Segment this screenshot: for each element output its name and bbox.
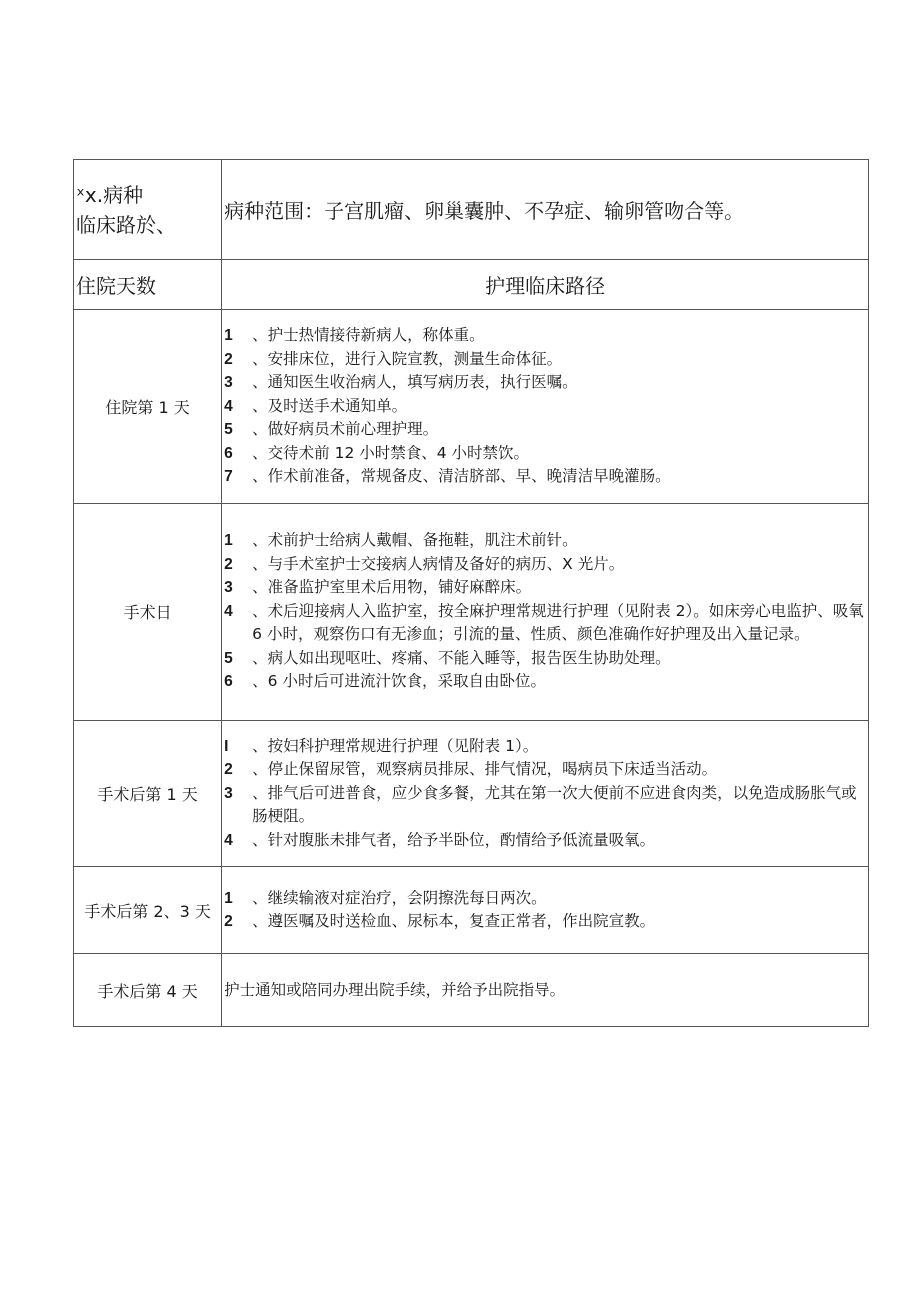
list-item (224, 887, 866, 911)
step-number: 3 (224, 579, 233, 597)
list-item (224, 576, 866, 600)
column-header-row (74, 260, 869, 310)
table-row (74, 310, 869, 504)
step-number: 2 (224, 555, 233, 573)
list-item (224, 348, 866, 372)
step-number: 4 (224, 602, 233, 620)
step-number: 3 (224, 784, 233, 802)
day-label: 手术后第 2、3 天 (74, 867, 222, 954)
list-item (224, 324, 866, 348)
nursing-pathway-table (73, 159, 869, 1027)
table-row (74, 867, 869, 954)
steps-cell (222, 503, 869, 720)
discharge-instruction: 护士通知或陪同办理出院手续，并给予出院指导。 (222, 954, 869, 1027)
step-number: 5 (224, 421, 233, 438)
step-text: 、遵医嘱及时送检血、尿标本，复查正常者，作出院宣教。 (252, 912, 656, 930)
step-text: 、排气后可进普食，应少食多餐，尤其在第一次大便前不应进食肉类，以免造成肠胀气或肠梗阻。 (252, 783, 857, 825)
step-number: 1 (224, 889, 233, 907)
list-item (224, 395, 866, 419)
step-text: 、术后迎接病人入监护室，按全麻护理常规进行护理（见附表 2）。如床旁心电监护、吸氧 6 小时，观察伤口有无渗血；引流的量、性质、颜色准确作好护理及出入量记录。 (252, 601, 864, 644)
steps-cell (222, 867, 869, 954)
step-number: I (224, 737, 229, 755)
list-item (224, 647, 866, 671)
list-item (224, 829, 866, 853)
list-item (224, 529, 866, 553)
step-text: 、准备监护室里术后用物，铺好麻醉床。 (252, 578, 532, 597)
step-number: 1 (224, 327, 233, 344)
step-number: 2 (224, 761, 233, 778)
step-text: 、6 小时后可进流汁饮食，采取自由卧位。 (252, 672, 546, 691)
disease-title-cell (74, 160, 222, 260)
step-text: 、停止保留尿管，观察病员排尿、排气情况，喝病员下床适当活动。 (252, 760, 718, 778)
table-row (74, 503, 869, 720)
step-text: 、交待术前 12 小时禁食、4 小时禁饮。 (252, 443, 530, 462)
step-text: 、安排床位，进行入院宣教，测量生命体征。 (252, 349, 563, 368)
step-text: 、术前护士给病人戴帽、备拖鞋，肌注术前针。 (252, 531, 578, 550)
list-item (224, 465, 866, 489)
step-number: 7 (224, 468, 233, 485)
day-label: 手术后第 1 天 (74, 720, 222, 867)
step-text: 、作术前准备，常规备皮、清洁脐部、早、晚清洁早晚灌肠。 (252, 467, 671, 485)
step-number: 6 (224, 673, 233, 691)
step-number: 2 (224, 350, 233, 368)
list-item (224, 782, 866, 829)
day-label: 手术后第 4 天 (74, 954, 222, 1027)
list-item (224, 371, 866, 395)
list-item (224, 418, 866, 442)
step-text: 、病人如出现呕吐、疼痛、不能入睡等，报告医生协助处理。 (252, 648, 671, 667)
step-text: 、继续输液对症治疗，会阴擦洗每日两次。 (252, 888, 547, 907)
step-text: 、做好病员术前心理护理。 (252, 420, 439, 438)
step-text: 、针对腹胀未排气者，给予半卧位，酌情给予低流量吸氧。 (252, 830, 656, 849)
step-text: 、护士热情接待新病人，称体重。 (252, 326, 485, 344)
steps-cell (222, 720, 869, 867)
day-label: 住院第 1 天 (74, 310, 222, 504)
step-number: 3 (224, 374, 233, 391)
list-item (224, 910, 866, 934)
disease-title-line1: ˣx.病种 (76, 182, 144, 207)
list-item (224, 600, 866, 647)
header-row (74, 160, 869, 260)
steps-cell (222, 310, 869, 504)
table-row (74, 720, 869, 867)
list-item (224, 442, 866, 466)
step-number: 5 (224, 649, 233, 667)
disease-scope: 病种范围：子宫肌瘤、卵巢囊肿、不孕症、输卵管吻合等。 (222, 160, 869, 260)
step-text: 、按妇科护理常规进行护理（见附表 1）。 (252, 736, 539, 755)
list-item (224, 735, 866, 759)
step-number: 2 (224, 913, 233, 930)
step-number: 4 (224, 831, 233, 849)
step-text: 、及时送手术通知单。 (252, 396, 408, 415)
step-text: 、通知医生收治病人，填写病历表，执行医嘱。 (252, 373, 578, 391)
list-item (224, 758, 866, 782)
list-item (224, 553, 866, 577)
path-column-header: 护理临床路径 (222, 260, 869, 310)
list-item (224, 670, 866, 694)
step-number: 6 (224, 444, 233, 462)
step-number: 1 (224, 532, 233, 550)
step-number: 4 (224, 397, 233, 415)
days-column-header: 住院天数 (74, 260, 222, 310)
disease-title-line2: 临床路於、 (76, 212, 176, 237)
step-text: 、与手术室护士交接病人病情及备好的病历、X 光片。 (252, 554, 625, 573)
day-label: 手术日 (74, 503, 222, 720)
table-row (74, 954, 869, 1027)
